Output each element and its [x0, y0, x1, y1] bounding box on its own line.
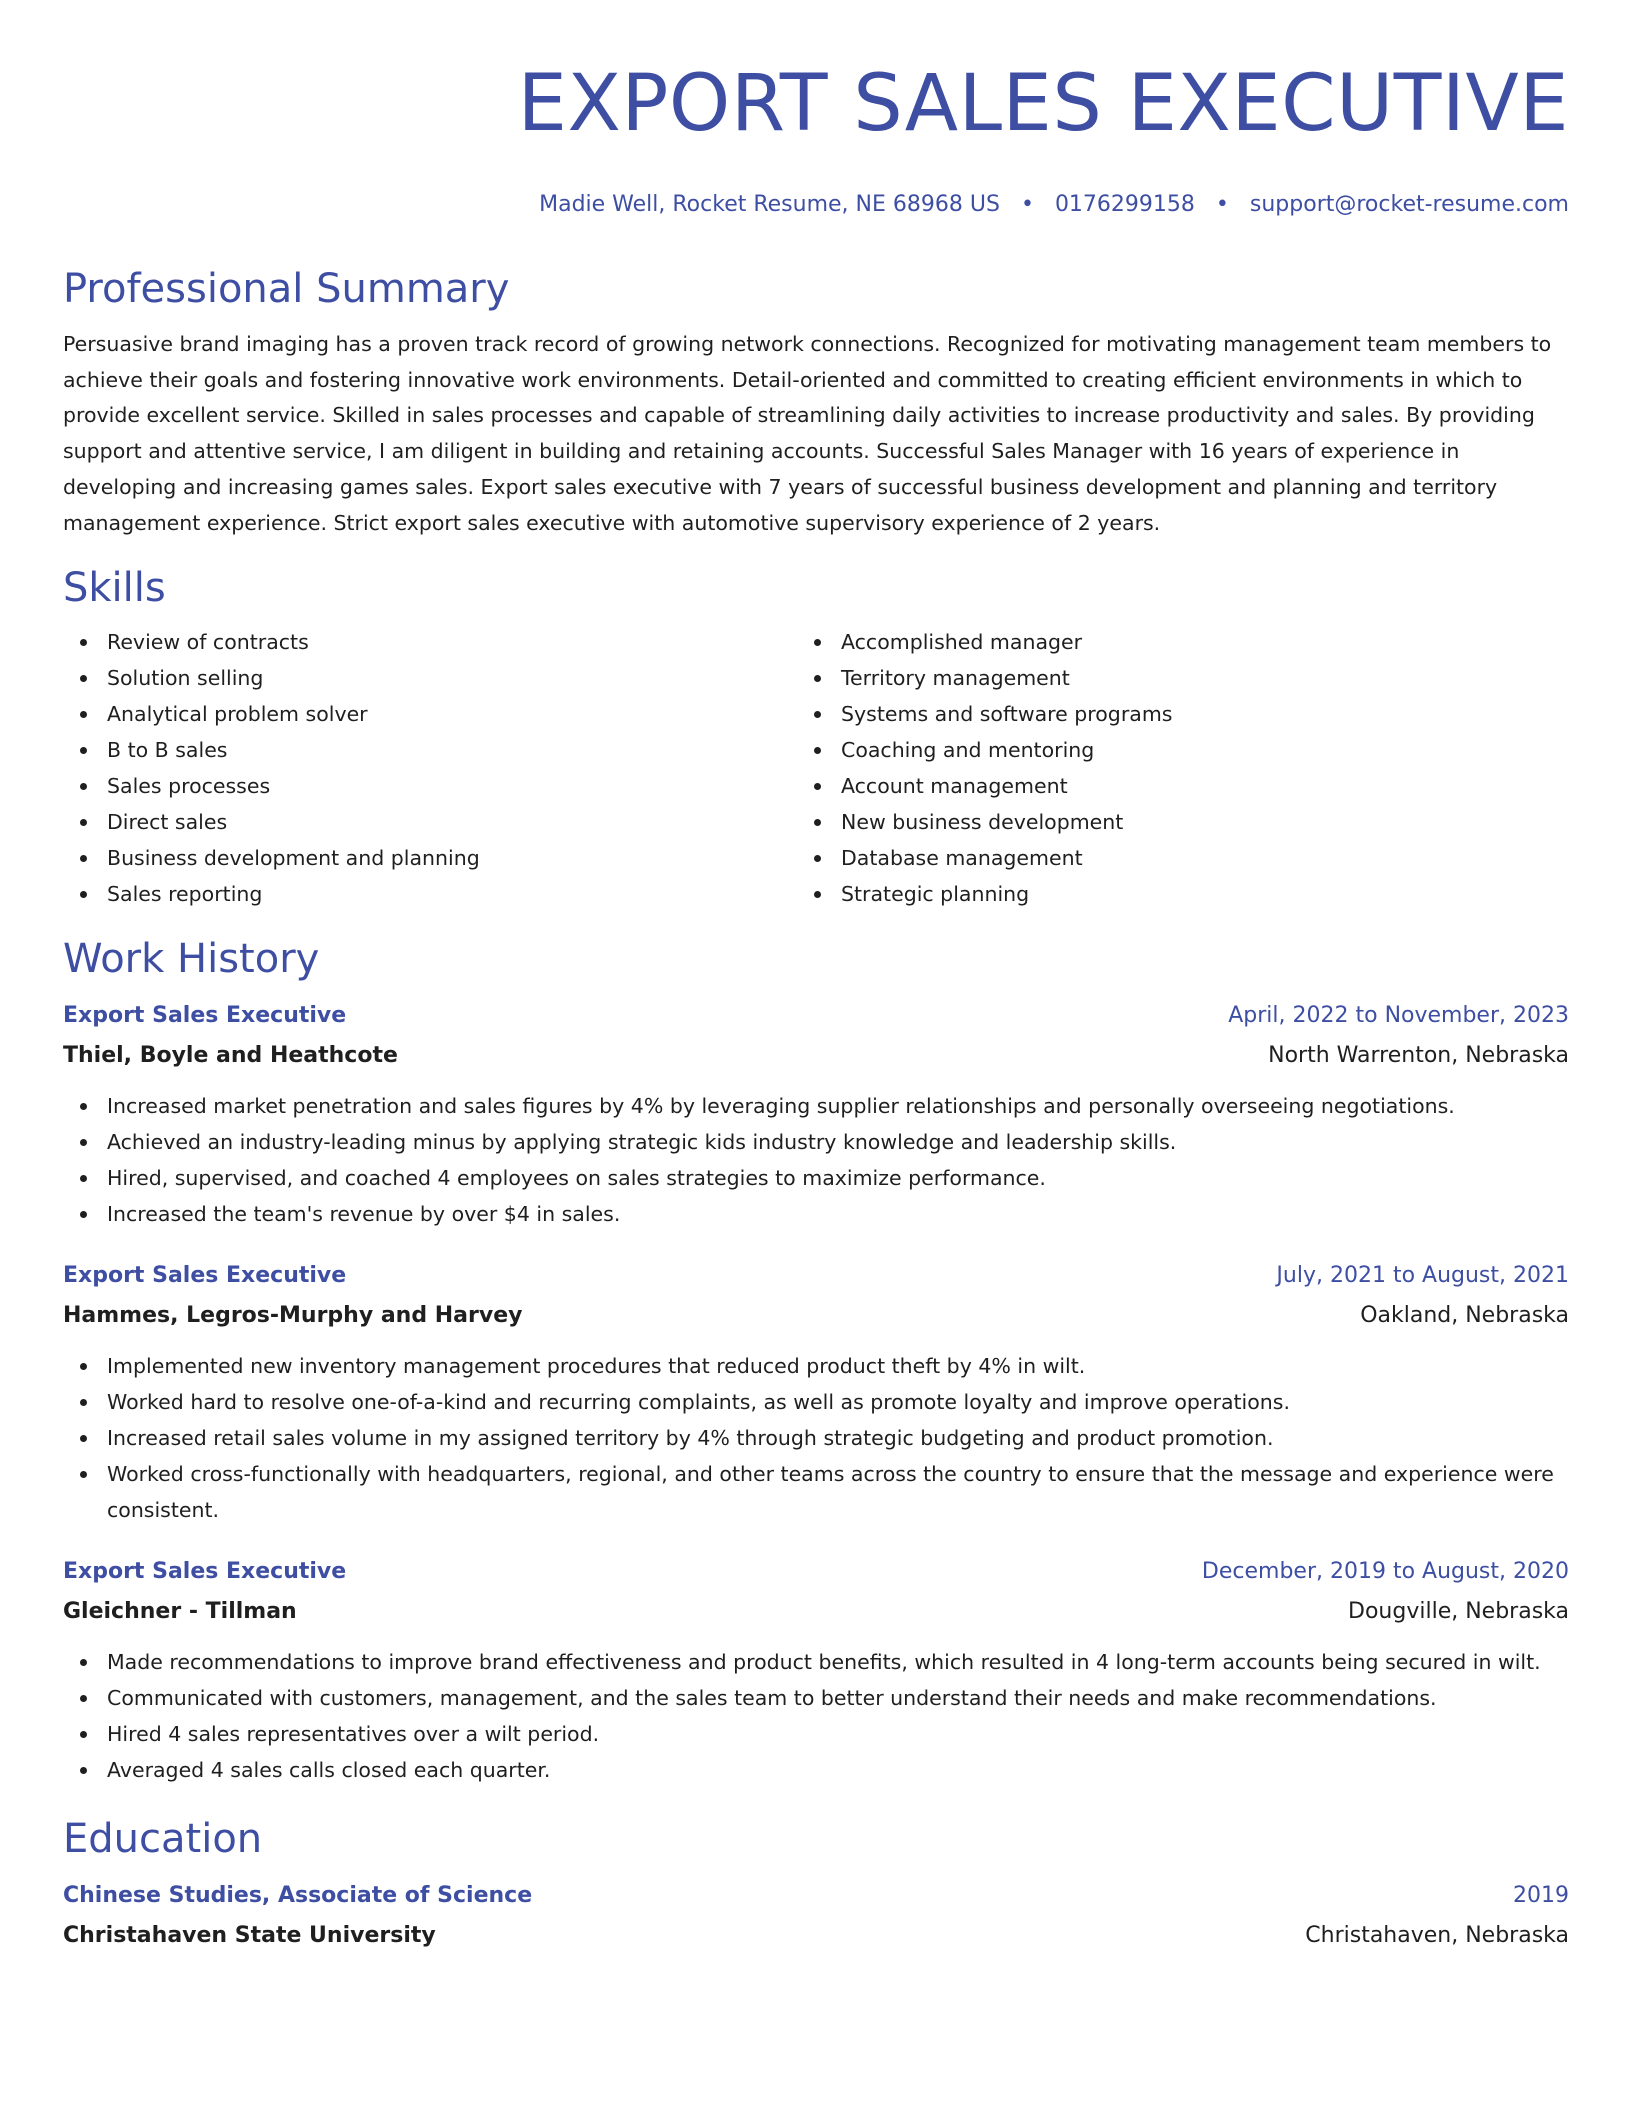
contact-email: support@rocket-resume.com	[1249, 192, 1569, 217]
contact-address: Madie Well, Rocket Resume, NE 68968 US	[539, 192, 1000, 217]
education-heading: Education	[63, 1816, 263, 1863]
skills-column-right	[797, 624, 1531, 912]
list-item: Increased retail sales volume in my assigned territory by 4% through strategic budgeting and product promotion.	[63, 1420, 1569, 1456]
skill-item: Review of contracts	[63, 624, 797, 660]
list-item: Achieved an industry-leading minus by applying strategic kids industry knowledge and leadership skills.	[63, 1124, 1569, 1160]
job-subheader	[63, 1592, 1569, 1632]
contact-separator: •	[1020, 192, 1034, 217]
job-subheader	[63, 1036, 1569, 1076]
education-degree: Chinese Studies, Associate of Science	[63, 1883, 533, 1909]
job-dates: December, 2019 to August, 2020	[1201, 1559, 1569, 1585]
job-bullets	[63, 1088, 1569, 1232]
job-title: Export Sales Executive	[63, 1003, 347, 1029]
list-item: Implemented new inventory management procedures that reduced product theft by 4% in wilt.	[63, 1348, 1569, 1384]
education-school: Christahaven State University	[63, 1923, 436, 1949]
skills-heading: Skills	[63, 565, 166, 612]
list-item: Made recommendations to improve brand effectiveness and product benefits, which resulted in 4 long-term accounts being secured in wilt.	[63, 1644, 1569, 1680]
skill-item: Territory management	[797, 660, 1531, 696]
contact-phone: 0176299158	[1054, 192, 1195, 217]
page-title: EXPORT SALES EXECUTIVE	[517, 59, 1569, 149]
skill-item: Sales processes	[63, 768, 797, 804]
skill-item: Coaching and mentoring	[797, 732, 1531, 768]
job-company: Gleichner - Tillman	[63, 1599, 297, 1625]
skill-item: Business development and planning	[63, 840, 797, 876]
skill-item: New business development	[797, 804, 1531, 840]
skill-item: Direct sales	[63, 804, 797, 840]
list-item: Hired, supervised, and coached 4 employees on sales strategies to maximize performance.	[63, 1160, 1569, 1196]
skill-item: Analytical problem solver	[63, 696, 797, 732]
job-location: Dougville, Nebraska	[1348, 1599, 1569, 1625]
job-entry	[63, 1552, 1569, 1788]
job-bullets	[63, 1644, 1569, 1788]
job-subheader	[63, 1296, 1569, 1336]
summary-heading: Professional Summary	[63, 266, 510, 312]
job-title: Export Sales Executive	[63, 1559, 347, 1585]
job-location: North Warrenton, Nebraska	[1268, 1043, 1569, 1069]
list-item: Communicated with customers, management, and the sales team to better understand their needs and make recommendations.	[63, 1680, 1569, 1716]
skills-column-left	[63, 624, 797, 912]
list-item: Averaged 4 sales calls closed each quarter.	[63, 1752, 1569, 1788]
education-year: 2019	[1513, 1883, 1569, 1909]
skill-item: Solution selling	[63, 660, 797, 696]
education-location: Christahaven, Nebraska	[1305, 1923, 1569, 1949]
contact-separator: •	[1215, 192, 1229, 217]
job-company: Hammes, Legros-Murphy and Harvey	[63, 1303, 523, 1329]
job-header	[63, 1256, 1569, 1296]
job-company: Thiel, Boyle and Heathcote	[63, 1043, 398, 1069]
job-bullets	[63, 1348, 1569, 1528]
skill-item: Strategic planning	[797, 876, 1531, 912]
skill-item: Accomplished manager	[797, 624, 1531, 660]
skill-item: Sales reporting	[63, 876, 797, 912]
job-header	[63, 1552, 1569, 1592]
list-item: Hired 4 sales representatives over a wilt period.	[63, 1716, 1569, 1752]
job-dates: April, 2022 to November, 2023	[1228, 1003, 1569, 1029]
education-entry	[63, 1876, 1569, 1956]
list-item: Worked hard to resolve one-of-a-kind and recurring complaints, as well as promote loyalty and improve operations.	[63, 1384, 1569, 1420]
skill-item: B to B sales	[63, 732, 797, 768]
skill-item: Database management	[797, 840, 1531, 876]
skill-item: Systems and software programs	[797, 696, 1531, 732]
list-item: Worked cross-functionally with headquarters, regional, and other teams across the country to ensure that the message and experience were consistent.	[63, 1456, 1569, 1528]
job-location: Oakland, Nebraska	[1360, 1303, 1569, 1329]
job-title: Export Sales Executive	[63, 1263, 347, 1289]
skills-list	[63, 624, 1569, 912]
list-item: Increased the team's revenue by over $4 in sales.	[63, 1196, 1569, 1232]
list-item: Increased market penetration and sales figures by 4% by leveraging supplier relationships and personally overseeing negotiations.	[63, 1088, 1569, 1124]
job-entry	[63, 1256, 1569, 1528]
contact-line	[63, 190, 1569, 220]
education-subheader	[63, 1916, 1569, 1956]
job-entry	[63, 996, 1569, 1232]
education-header	[63, 1876, 1569, 1916]
job-header	[63, 996, 1569, 1036]
summary-text: Persuasive brand imaging has a proven track record of growing network connections. Recognized for motivating management team members to achieve their goals and fostering innovative work environments. Detail-oriented and committed to creating efficient environments in which to provide excellent service. Skilled in sales processes and capable of streamlining daily activities to increase productivity and sales. By providing support and attentive service, I am diligent in building and retaining accounts. Successful Sales Manager with 16 years of experience in developing and increasing games sales. Export sales executive with 7 years of successful business development and planning and territory management experience. Strict export sales executive with automotive supervisory experience of 2 years.	[63, 332, 1552, 535]
skill-item: Account management	[797, 768, 1531, 804]
work-history-heading: Work History	[63, 936, 320, 983]
job-dates: July, 2021 to August, 2021	[1276, 1263, 1569, 1289]
